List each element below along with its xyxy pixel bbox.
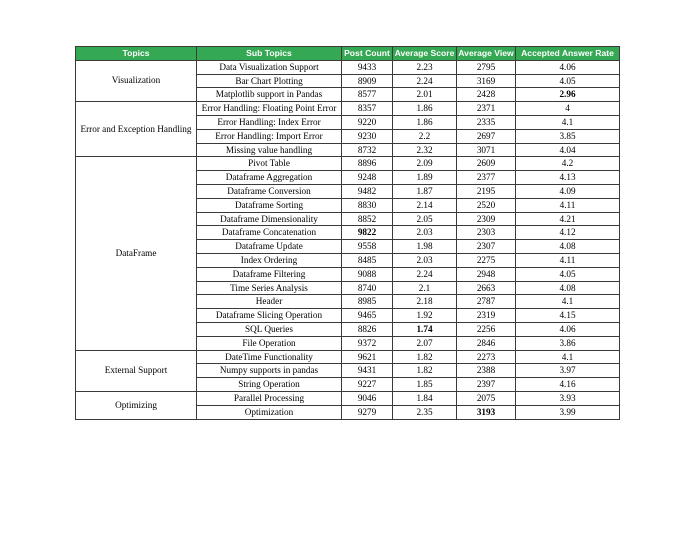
accepted-answer-rate-cell: 4: [516, 102, 620, 116]
average-score-cell: 1.86: [393, 102, 457, 116]
sub-topic-cell: Numpy supports in pandas: [197, 364, 342, 378]
average-view-cell: 2397: [457, 378, 516, 392]
average-score-cell: 2.24: [393, 74, 457, 88]
accepted-answer-rate-cell: 4.16: [516, 378, 620, 392]
average-view-cell: 2663: [457, 281, 516, 295]
accepted-answer-rate-cell: 4.11: [516, 253, 620, 267]
sub-topic-cell: String Operation: [197, 378, 342, 392]
accepted-answer-rate-cell: 3.97: [516, 364, 620, 378]
topic-cell: DataFrame: [76, 157, 197, 350]
average-score-cell: 2.35: [393, 405, 457, 419]
post-count-cell: 8896: [342, 157, 393, 171]
sub-topic-cell: Dataframe Filtering: [197, 267, 342, 281]
post-count-cell: 9227: [342, 378, 393, 392]
post-count-cell: 8357: [342, 102, 393, 116]
accepted-answer-rate-cell: 4.1: [516, 115, 620, 129]
average-view-cell: 2697: [457, 129, 516, 143]
sub-topic-cell: Time Series Analysis: [197, 281, 342, 295]
topic-cell: Optimizing: [76, 391, 197, 419]
average-score-cell: 2.01: [393, 88, 457, 102]
table-row: [76, 391, 620, 405]
header-accepted-answer-rate: Accepted Answer Rate: [516, 47, 620, 61]
average-view-cell: 2275: [457, 253, 516, 267]
topics-table: [75, 46, 620, 420]
average-score-cell: 2.24: [393, 267, 457, 281]
topic-cell: Visualization: [76, 60, 197, 101]
average-view-cell: 2335: [457, 115, 516, 129]
sub-topic-cell: Dataframe Concatenation: [197, 226, 342, 240]
accepted-answer-rate-cell: 4.04: [516, 143, 620, 157]
sub-topic-cell: Dataframe Update: [197, 240, 342, 254]
sub-topic-cell: Dataframe Slicing Operation: [197, 309, 342, 323]
average-view-cell: 2787: [457, 295, 516, 309]
sub-topic-cell: Pivot Table: [197, 157, 342, 171]
accepted-answer-rate-cell: 4.05: [516, 267, 620, 281]
average-score-cell: 2.32: [393, 143, 457, 157]
accepted-answer-rate-cell: 4.08: [516, 281, 620, 295]
average-score-cell: 2.23: [393, 60, 457, 74]
sub-topic-cell: Error Handling: Floating Point Error: [197, 102, 342, 116]
post-count-cell: 9482: [342, 184, 393, 198]
post-count-cell: 9046: [342, 391, 393, 405]
average-view-cell: 2948: [457, 267, 516, 281]
average-score-cell: 1.82: [393, 364, 457, 378]
post-count-cell: 9248: [342, 171, 393, 185]
accepted-answer-rate-cell: 4.08: [516, 240, 620, 254]
post-count-cell: 8740: [342, 281, 393, 295]
post-count-cell: 8909: [342, 74, 393, 88]
table-row: [76, 350, 620, 364]
post-count-cell: 8985: [342, 295, 393, 309]
topic-cell: External Support: [76, 350, 197, 391]
accepted-answer-rate-cell: 4.1: [516, 295, 620, 309]
sub-topic-cell: Dataframe Sorting: [197, 198, 342, 212]
average-view-cell: 2309: [457, 212, 516, 226]
accepted-answer-rate-cell: 4.13: [516, 171, 620, 185]
accepted-answer-rate-cell: 4.12: [516, 226, 620, 240]
average-view-cell: 2388: [457, 364, 516, 378]
table-body: [76, 60, 620, 419]
table-row: [76, 60, 620, 74]
average-view-cell: 2303: [457, 226, 516, 240]
table-row: [76, 157, 620, 171]
accepted-answer-rate-cell: 4.06: [516, 60, 620, 74]
sub-topic-cell: Index Ordering: [197, 253, 342, 267]
post-count-cell: 8830: [342, 198, 393, 212]
header-post-count: Post Count: [342, 47, 393, 61]
post-count-cell: 9279: [342, 405, 393, 419]
average-view-cell: 2075: [457, 391, 516, 405]
accepted-answer-rate-cell: 4.1: [516, 350, 620, 364]
sub-topic-cell: Missing value handling: [197, 143, 342, 157]
post-count-cell: 9372: [342, 336, 393, 350]
average-score-cell: 1.92: [393, 309, 457, 323]
accepted-answer-rate-cell: 3.85: [516, 129, 620, 143]
average-view-cell: 3193: [457, 405, 516, 419]
sub-topic-cell: Dataframe Aggregation: [197, 171, 342, 185]
sub-topic-cell: Matplotlib support in Pandas: [197, 88, 342, 102]
accepted-answer-rate-cell: 4.15: [516, 309, 620, 323]
sub-topic-cell: Optimization: [197, 405, 342, 419]
sub-topic-cell: Data Visualization Support: [197, 60, 342, 74]
post-count-cell: 8485: [342, 253, 393, 267]
post-count-cell: 8852: [342, 212, 393, 226]
post-count-cell: 9220: [342, 115, 393, 129]
average-score-cell: 2.03: [393, 253, 457, 267]
average-view-cell: 3071: [457, 143, 516, 157]
average-view-cell: 3169: [457, 74, 516, 88]
average-score-cell: 2.14: [393, 198, 457, 212]
average-score-cell: 2.1: [393, 281, 457, 295]
average-score-cell: 1.86: [393, 115, 457, 129]
accepted-answer-rate-cell: 4.09: [516, 184, 620, 198]
sub-topic-cell: Error Handling: Index Error: [197, 115, 342, 129]
average-score-cell: 1.84: [393, 391, 457, 405]
sub-topic-cell: Bar Chart Plotting: [197, 74, 342, 88]
accepted-answer-rate-cell: 4.05: [516, 74, 620, 88]
accepted-answer-rate-cell: 3.99: [516, 405, 620, 419]
post-count-cell: 9822: [342, 226, 393, 240]
header-topics: Topics: [76, 47, 197, 61]
average-score-cell: 1.82: [393, 350, 457, 364]
average-view-cell: 2520: [457, 198, 516, 212]
average-view-cell: 2195: [457, 184, 516, 198]
post-count-cell: 9465: [342, 309, 393, 323]
post-count-cell: 8826: [342, 322, 393, 336]
sub-topic-cell: File Operation: [197, 336, 342, 350]
average-view-cell: 2795: [457, 60, 516, 74]
average-view-cell: 2319: [457, 309, 516, 323]
post-count-cell: 9433: [342, 60, 393, 74]
sub-topic-cell: Error Handling: Import Error: [197, 129, 342, 143]
post-count-cell: 9088: [342, 267, 393, 281]
sub-topic-cell: Parallel Processing: [197, 391, 342, 405]
accepted-answer-rate-cell: 4.06: [516, 322, 620, 336]
topic-cell: Error and Exception Handling: [76, 102, 197, 157]
accepted-answer-rate-cell: 4.21: [516, 212, 620, 226]
accepted-answer-rate-cell: 4.11: [516, 198, 620, 212]
accepted-answer-rate-cell: 2.96: [516, 88, 620, 102]
average-score-cell: 2.2: [393, 129, 457, 143]
average-score-cell: 2.09: [393, 157, 457, 171]
post-count-cell: 9230: [342, 129, 393, 143]
table-row: [76, 102, 620, 116]
average-view-cell: 2307: [457, 240, 516, 254]
post-count-cell: 9621: [342, 350, 393, 364]
sub-topic-cell: Header: [197, 295, 342, 309]
sub-topic-cell: DateTime Functionality: [197, 350, 342, 364]
average-score-cell: 1.87: [393, 184, 457, 198]
post-count-cell: 8732: [342, 143, 393, 157]
header-sub-topics: Sub Topics: [197, 47, 342, 61]
average-score-cell: 2.07: [393, 336, 457, 350]
average-view-cell: 2256: [457, 322, 516, 336]
average-view-cell: 2428: [457, 88, 516, 102]
average-score-cell: 2.03: [393, 226, 457, 240]
sub-topic-cell: Dataframe Dimensionality: [197, 212, 342, 226]
average-view-cell: 2377: [457, 171, 516, 185]
average-view-cell: 2273: [457, 350, 516, 364]
sub-topic-cell: SQL Queries: [197, 322, 342, 336]
average-score-cell: 1.85: [393, 378, 457, 392]
average-score-cell: 1.89: [393, 171, 457, 185]
header-row: [76, 47, 620, 61]
average-score-cell: 2.18: [393, 295, 457, 309]
average-score-cell: 1.74: [393, 322, 457, 336]
average-view-cell: 2846: [457, 336, 516, 350]
accepted-answer-rate-cell: 3.93: [516, 391, 620, 405]
post-count-cell: 8577: [342, 88, 393, 102]
sub-topic-cell: Dataframe Conversion: [197, 184, 342, 198]
accepted-answer-rate-cell: 4.2: [516, 157, 620, 171]
post-count-cell: 9558: [342, 240, 393, 254]
accepted-answer-rate-cell: 3.86: [516, 336, 620, 350]
header-average-score: Average Score: [393, 47, 457, 61]
header-average-view: Average View: [457, 47, 516, 61]
average-score-cell: 1.98: [393, 240, 457, 254]
post-count-cell: 9431: [342, 364, 393, 378]
average-score-cell: 2.05: [393, 212, 457, 226]
average-view-cell: 2371: [457, 102, 516, 116]
average-view-cell: 2609: [457, 157, 516, 171]
